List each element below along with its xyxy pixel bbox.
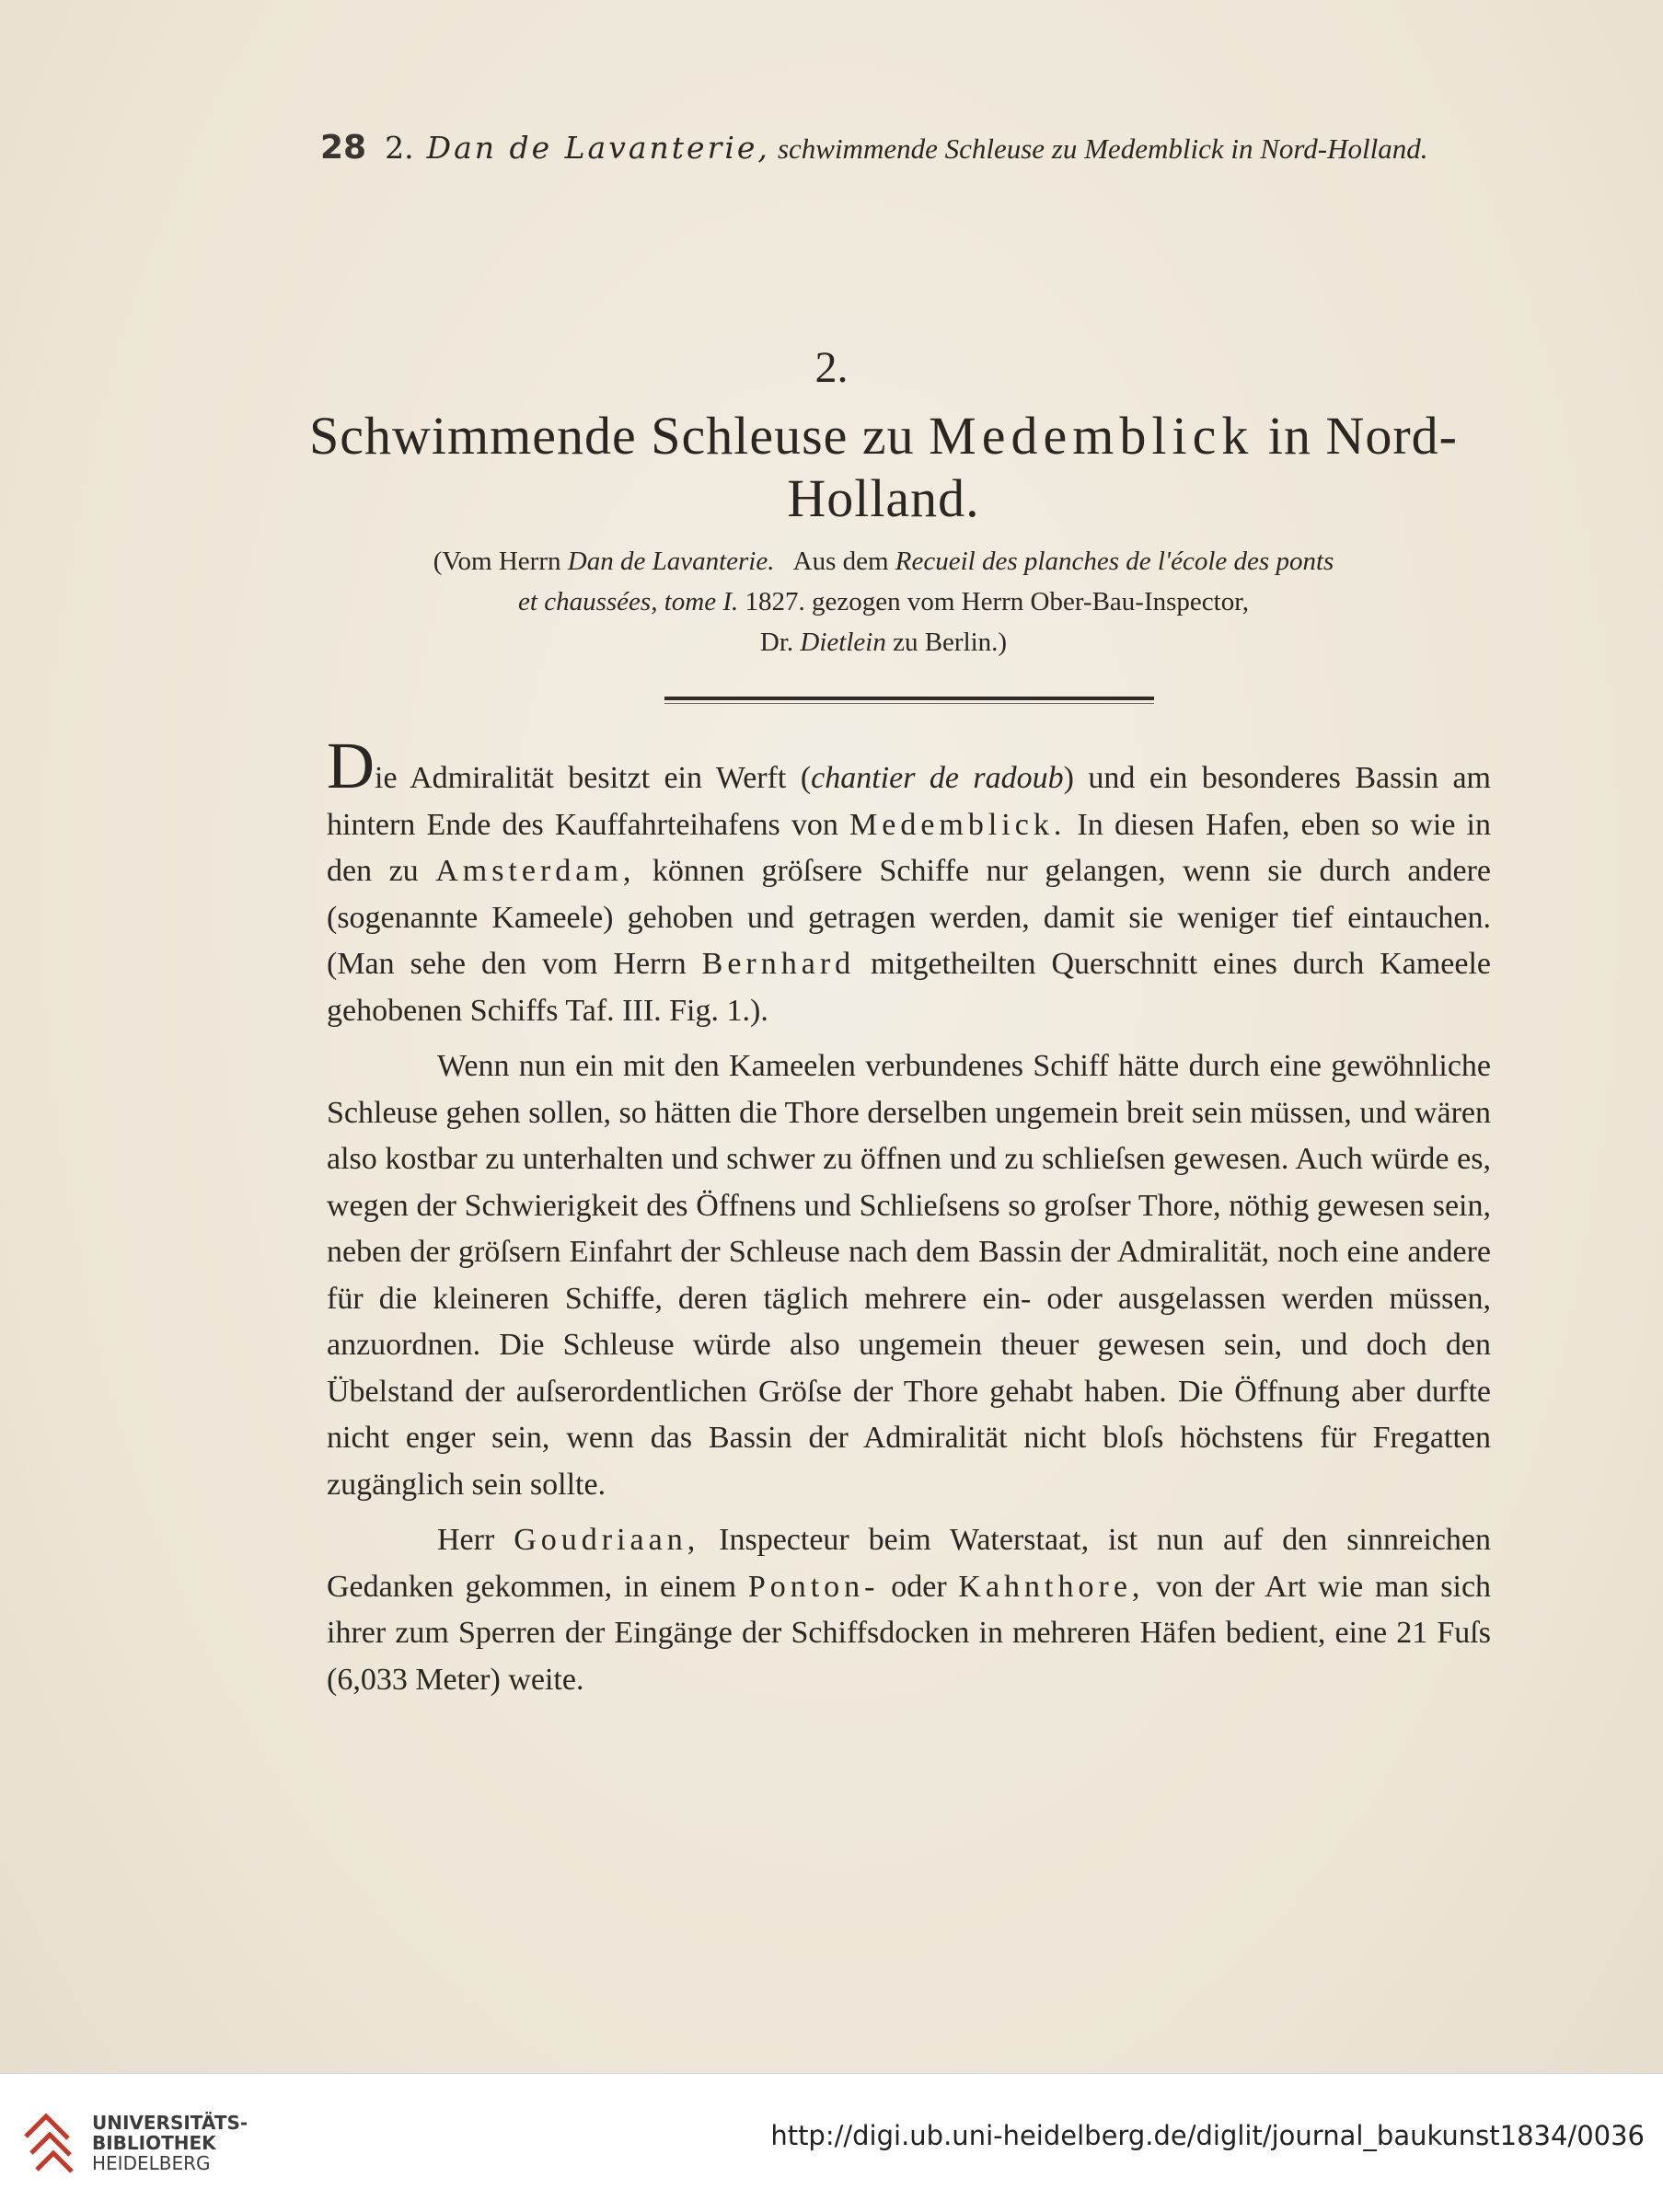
paragraph-1 xyxy=(327,729,1492,1034)
library-logo-icon xyxy=(17,2100,81,2183)
text-spaced: Ponton- xyxy=(747,1569,880,1604)
drop-cap: D xyxy=(327,729,375,802)
library-name-line: HEIDELBERG xyxy=(92,2152,211,2174)
text-italic: chantier de radoub xyxy=(811,761,1064,795)
section-number: 2. xyxy=(814,343,849,392)
title-place: Medemblick xyxy=(929,406,1254,466)
title-rule xyxy=(664,697,1154,700)
text-run: mitgetheilten Querschnitt eines durch Kameele gehobenen Schiffs Taf. III. Fig. 1.). xyxy=(327,947,1492,1028)
text-run: Herr xyxy=(437,1523,495,1557)
source-work: et chaussées, tome I. xyxy=(518,587,739,616)
title-part: in Nord- xyxy=(1267,406,1458,466)
text-spaced: Medemblick. xyxy=(849,807,1067,842)
permalink-url[interactable]: http://digi.ub.uni-heidelberg.de/diglit/journal_baukunst1834/0036 xyxy=(770,2120,1645,2151)
running-head-title: schwimmende Schleuse zu Medemblick in Nord-Holland. xyxy=(777,132,1428,165)
article-title xyxy=(276,405,1491,530)
running-head xyxy=(320,129,1498,167)
text-run: von der Art wie man sich ihrer zum Sperren der Eingänge der Schiffsdocken in mehreren Häfen bedient, eine 21 Fuſs (6,033 Meter) weite. xyxy=(327,1569,1492,1697)
source-text: (Vom Herrn xyxy=(433,547,561,576)
text-spaced: Goudriaan, xyxy=(514,1523,700,1557)
running-head-number: 2. xyxy=(385,130,414,166)
text-run: Inspecteur beim Waterstaat, ist nun auf den sinnreichen Gedanken gekommen, in einem xyxy=(327,1523,1492,1604)
source-text: zu Berlin.) xyxy=(893,628,1008,657)
title-part: Schwimmende Schleuse zu xyxy=(309,406,915,466)
source-work: Recueil des planches de l'école des ponts xyxy=(895,547,1334,576)
source-text: Dr. xyxy=(759,628,794,657)
title-part: Holland. xyxy=(787,468,980,528)
source-text: Aus dem xyxy=(792,547,889,576)
source-text: 1827. gezogen vom Herrn Ober-Bau-Inspector, xyxy=(745,587,1249,616)
text-run: ie Admiralität besitzt ein Werft ( xyxy=(375,761,812,795)
text-run: können gröſsere Schiffe nur gelangen, wenn sie durch andere (sogenannte Kameele) gehoben und getragen werden, damit sie weniger tief eintauchen. (Man sehe den vom Herrn xyxy=(327,854,1492,981)
text-spaced: Amsterdam, xyxy=(435,854,636,888)
library-name-line: UNIVERSITÄTS- xyxy=(92,2112,248,2134)
library-name xyxy=(92,2113,248,2173)
paragraph-3 xyxy=(327,1517,1491,1703)
viewer-footer xyxy=(0,2073,1663,2212)
source-note xyxy=(313,541,1454,662)
source-author: Dan de Lavanterie. xyxy=(567,547,775,576)
title-rule-thin xyxy=(664,703,1154,704)
body-text xyxy=(327,729,1492,1703)
paragraph-2: Wenn nun ein mit den Kameelen verbundenes Schiff hätte durch eine gewöhnliche Schleuse gehen sollen, so hätten die Thore derselben ungemein breit sein müssen, und wären also kostbar zu unterhalten und schwer zu öffnen und zu schlieſsen gewesen. Auch würde es, wegen der Schwierigkeit des Öffnens und Schlieſsens so groſser Thore, nöthig gewesen sein, neben der gröſsern Einfahrt der Schleuse nach dem Bassin der Admiralität, noch eine andere für die kleineren Schiffe, deren täglich mehrere ein- oder ausgelassen werden müssen, anzuordnen. Die Schleuse würde also ungemein theuer gewesen sein, und doch den Übelstand der auſserordentlichen Gröſse der Thore gehabt haben. Die Öffnung aber durfte nicht enger sein, wenn das Bassin der Admiralität nicht bloſs höchstens für Fregatten zugänglich sein sollte. xyxy=(327,1049,1491,1502)
text-spaced: Bernhard xyxy=(701,947,856,981)
library-name-line: BIBLIOTHEK xyxy=(92,2132,216,2154)
text-run: oder xyxy=(891,1569,947,1604)
running-head-author: Dan de Lavanterie, xyxy=(426,130,770,166)
text-run: In diesen Hafen, eben so wie in den zu xyxy=(327,807,1492,888)
text-run: ) und ein besonderes Bassin am hintern Ende des Kauffahrteihafens von xyxy=(327,761,1491,842)
page-number: 28 xyxy=(320,129,367,167)
text-spaced: Kahnthore, xyxy=(958,1569,1145,1604)
source-translator: Dietlein xyxy=(800,628,886,657)
